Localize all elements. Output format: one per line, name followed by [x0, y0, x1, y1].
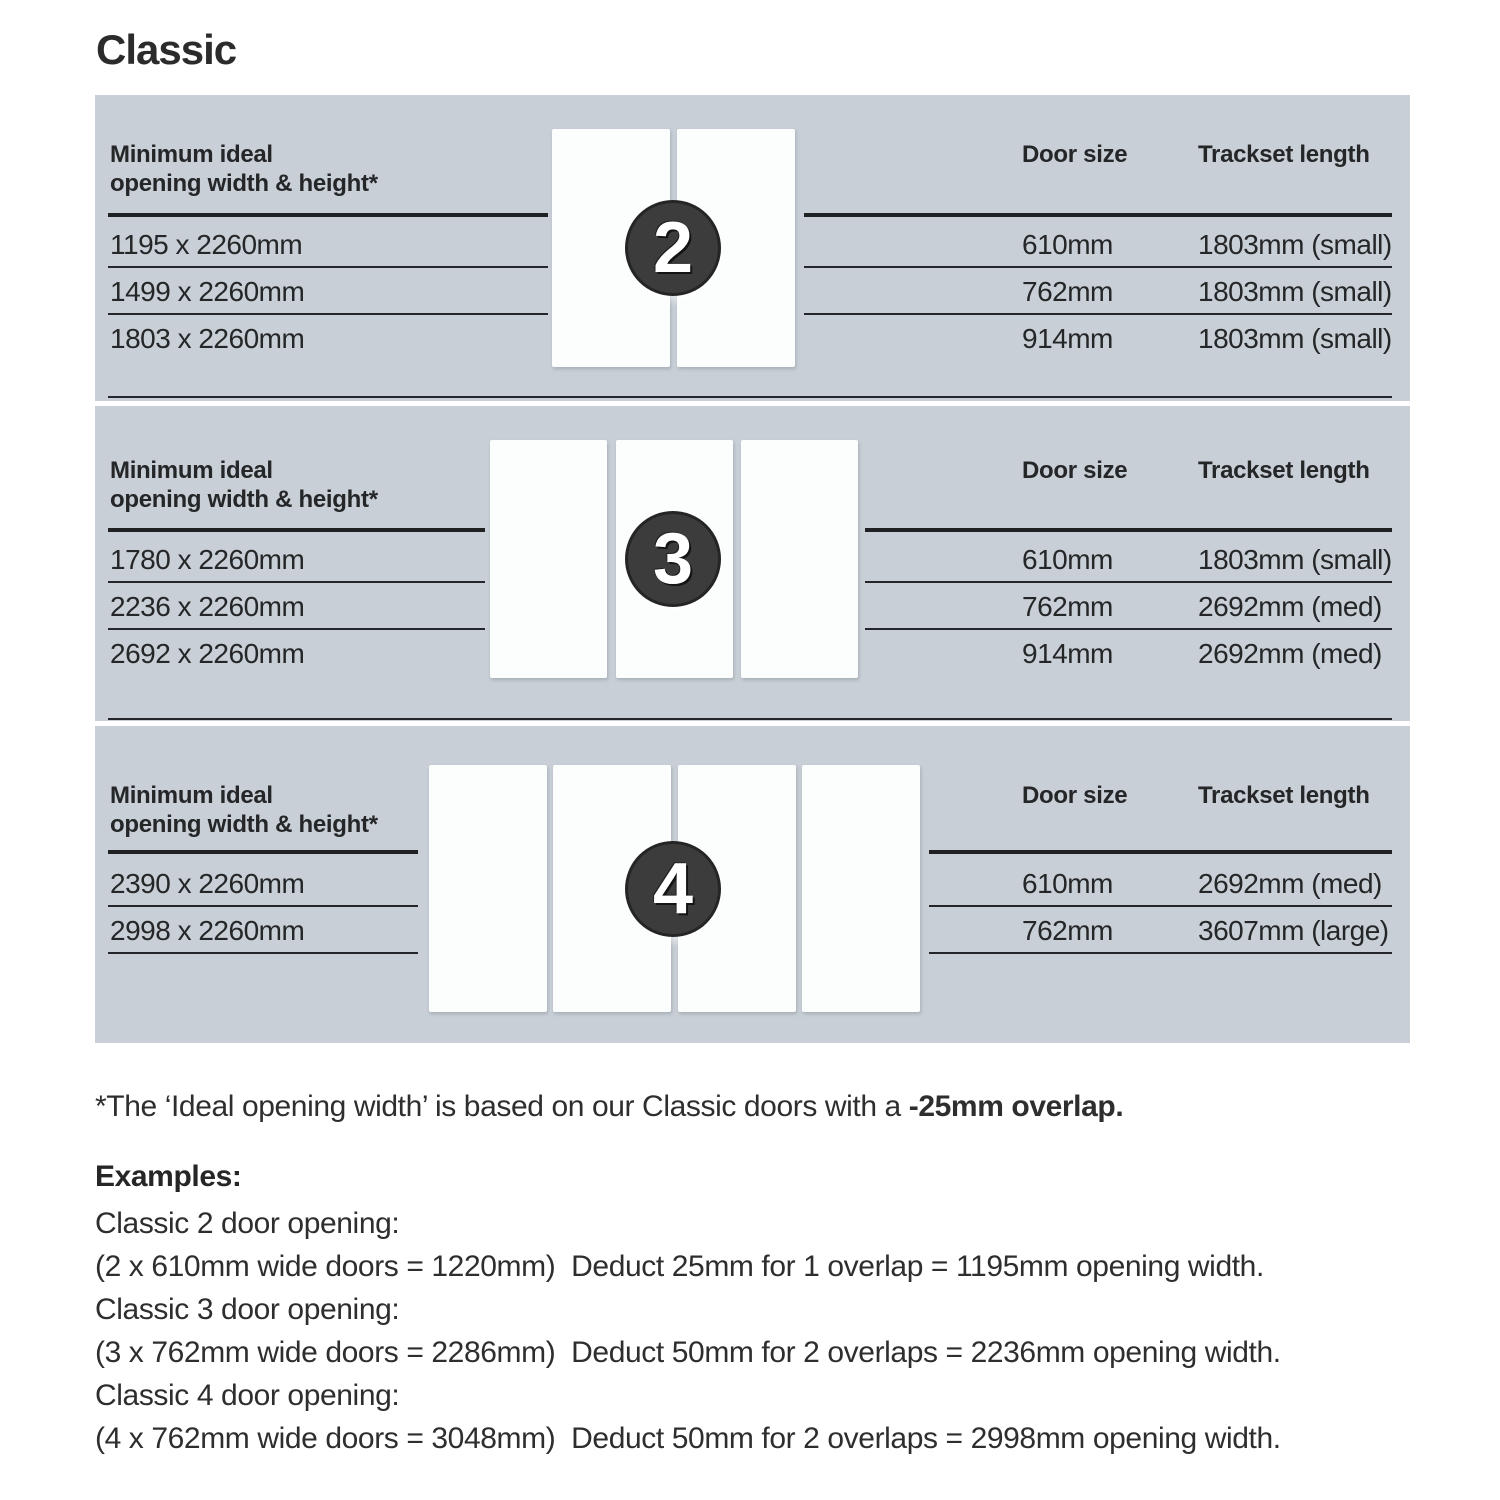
opening-size-cell: 1499 x 2260mm — [108, 268, 548, 315]
column-header-trackset: Trackset length — [1198, 782, 1370, 809]
door-size-cell: 914mm — [1022, 638, 1113, 669]
section-4-door — [95, 726, 1410, 1043]
trackset-cell: 2692mm (med) — [1198, 638, 1382, 669]
opening-size-cell: 2998 x 2260mm — [108, 907, 418, 954]
column-header-door-size: Door size — [1022, 457, 1128, 484]
table-row — [929, 860, 1392, 907]
table-row — [804, 268, 1392, 315]
opening-size-cell: 2692 x 2260mm — [110, 638, 305, 669]
column-header-opening-line1: Minimum ideal — [110, 141, 273, 168]
header-rule-right — [804, 213, 1392, 217]
examples-heading: Examples: — [95, 1160, 242, 1193]
opening-size-cell: 1803 x 2260mm — [110, 323, 305, 354]
table-row — [865, 583, 1392, 630]
trackset-cell: 1803mm (small) — [1198, 276, 1392, 307]
header-rule-left — [108, 528, 485, 532]
column-header-trackset: Trackset length — [1198, 457, 1370, 484]
footnote — [95, 1090, 1123, 1124]
door-count-badge: 3 — [625, 511, 721, 607]
opening-size-cell: 2236 x 2260mm — [108, 583, 485, 630]
door-panel — [490, 440, 607, 678]
section-bottom-rule — [108, 718, 1392, 720]
column-header-opening-line2: opening width & height* — [110, 811, 378, 838]
door-size-cell: 762mm — [1022, 591, 1113, 622]
header-rule-right — [929, 850, 1392, 854]
column-header-door-size: Door size — [1022, 141, 1128, 168]
column-header-opening — [110, 781, 378, 839]
footnote-bold-text: -25mm overlap. — [908, 1090, 1124, 1123]
column-header-opening-line1: Minimum ideal — [110, 457, 273, 484]
trackset-cell: 2692mm (med) — [1198, 868, 1382, 899]
door-size-cell: 914mm — [1022, 323, 1113, 354]
column-header-opening-line2: opening width & height* — [110, 170, 378, 197]
section-3-door — [95, 406, 1410, 722]
column-header-opening-line2: opening width & height* — [110, 486, 378, 513]
header-rule-left — [108, 213, 548, 217]
door-size-cell: 610mm — [1022, 868, 1113, 899]
example-label: Classic 2 door opening: — [95, 1207, 400, 1240]
door-size-cell: 762mm — [1022, 276, 1113, 307]
trackset-cell: 1803mm (small) — [1198, 323, 1392, 354]
example-detail: (3 x 762mm wide doors = 2286mm) Deduct 50mm for 2 overlaps = 2236mm opening width. — [95, 1336, 1281, 1369]
header-rule-right — [865, 528, 1392, 532]
table-row — [804, 221, 1392, 268]
door-panel — [429, 765, 547, 1012]
door-count-badge: 2 — [625, 200, 721, 296]
section-2-door — [95, 95, 1410, 402]
footnote-text: *The ‘Ideal opening width’ is based on our Classic doors with a — [95, 1090, 909, 1123]
page-title: Classic — [96, 26, 237, 73]
door-panel — [741, 440, 858, 678]
trackset-cell: 3607mm (large) — [1198, 915, 1389, 946]
table-row — [865, 536, 1392, 583]
opening-size-cell: 1780 x 2260mm — [108, 536, 485, 583]
example-label: Classic 3 door opening: — [95, 1293, 400, 1326]
trackset-cell: 2692mm (med) — [1198, 591, 1382, 622]
door-size-cell: 762mm — [1022, 915, 1113, 946]
example-detail: (2 x 610mm wide doors = 1220mm) Deduct 25mm for 1 overlap = 1195mm opening width. — [95, 1250, 1264, 1283]
column-header-trackset: Trackset length — [1198, 141, 1370, 168]
trackset-cell: 1803mm (small) — [1198, 544, 1392, 575]
column-header-opening — [110, 140, 378, 198]
table-row — [804, 315, 1392, 362]
opening-size-cell: 1195 x 2260mm — [108, 221, 548, 268]
table-row — [865, 630, 1392, 677]
opening-size-cell: 2390 x 2260mm — [108, 860, 418, 907]
trackset-cell: 1803mm (small) — [1198, 229, 1392, 260]
column-header-opening — [110, 456, 378, 514]
door-panel — [802, 765, 920, 1012]
table-row — [929, 907, 1392, 954]
column-header-opening-line1: Minimum ideal — [110, 782, 273, 809]
section-bottom-rule — [108, 396, 1392, 398]
door-count-badge: 4 — [625, 841, 721, 937]
example-detail: (4 x 762mm wide doors = 3048mm) Deduct 50mm for 2 overlaps = 2998mm opening width. — [95, 1422, 1281, 1455]
door-size-cell: 610mm — [1022, 544, 1113, 575]
header-rule-left — [108, 850, 418, 854]
spec-panel — [95, 95, 1410, 1043]
examples-list — [95, 1202, 1281, 1460]
column-header-door-size: Door size — [1022, 782, 1128, 809]
example-label: Classic 4 door opening: — [95, 1379, 400, 1412]
door-size-cell: 610mm — [1022, 229, 1113, 260]
